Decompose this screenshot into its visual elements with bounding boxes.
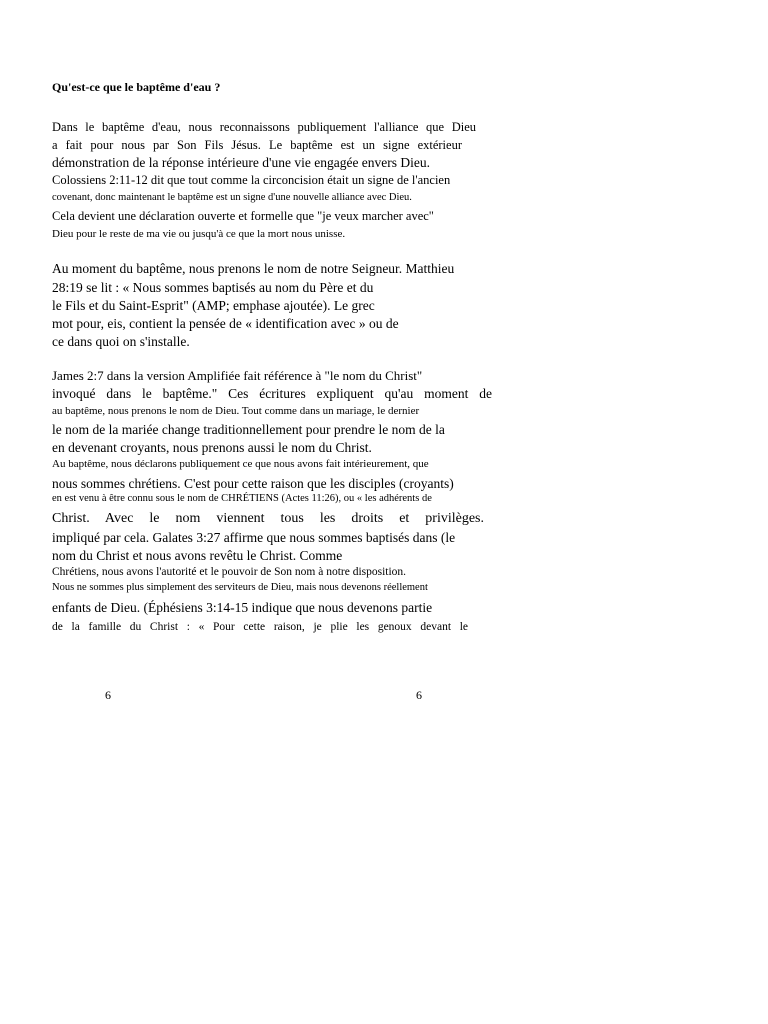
text-line: le Fils et du Saint-Esprit" (AMP; emphase ajoutée). Le grec [52, 298, 375, 313]
text-line: Christ. Avec le nom viennent tous les droits et privilèges. [52, 511, 484, 526]
text-line: a fait pour nous par Son Fils Jésus. Le baptême est un signe extérieur [52, 138, 462, 152]
text-line: 28:19 se lit : « Nous sommes baptisés au nom du Père et du [52, 280, 374, 295]
text-line: Au moment du baptême, nous prenons le nom de notre Seigneur. Matthieu [52, 261, 455, 276]
text-line: au baptême, nous prenons le nom de Dieu. Tout comme dans un mariage, le dernier [52, 405, 420, 417]
text-line: invoqué dans le baptême." Ces écritures expliquent qu'au moment de [52, 386, 492, 401]
text-line: démonstration de la réponse intérieure d'une vie engagée envers Dieu. [52, 155, 431, 170]
text-line: nous sommes chrétiens. C'est pour cette raison que les disciples (croyants) [52, 476, 454, 491]
text-line: Au baptême, nous déclarons publiquement ce que nous avons fait intérieurement, que [52, 458, 429, 470]
text-line: covenant, donc maintenant le baptême est un signe d'une nouvelle alliance avec Dieu. [52, 192, 412, 203]
text-line: Dieu pour le reste de ma vie ou jusqu'à ce que la mort nous unisse. [52, 228, 346, 240]
document-title: Qu'est-ce que le baptême d'eau ? [52, 80, 221, 94]
text-line: Cela devient une déclaration ouverte et formelle que "je veux marcher avec" [52, 209, 434, 223]
text-line: en est venu à être connu sous le nom de CHRÉTIENS (Actes 11:26), ou « les adhérents de [52, 493, 432, 504]
text-line: Colossiens 2:11-12 dit que tout comme la circoncision était un signe de l'ancien [52, 173, 451, 187]
text-line: en devenant croyants, nous prenons aussi le nom du Christ. [52, 440, 372, 455]
text-line: de la famille du Christ : « Pour cette raison, je plie les genoux devant le [52, 621, 468, 633]
page-number: 6 [105, 688, 111, 702]
text-line: le nom de la mariée change traditionnellement pour prendre le nom de la [52, 422, 445, 437]
text-line: Dans le baptême d'eau, nous reconnaissons publiquement l'alliance que Dieu [52, 120, 476, 134]
text-line: ce dans quoi on s'installe. [52, 334, 190, 349]
text-line: enfants de Dieu. (Éphésiens 3:14-15 indique que nous devenons partie [52, 600, 433, 615]
text-line: Chrétiens, nous avons l'autorité et le pouvoir de Son nom à notre disposition. [52, 566, 407, 578]
text-line: mot pour, eis, contient la pensée de « identification avec » ou de [52, 316, 399, 331]
text-line: nom du Christ et nous avons revêtu le Christ. Comme [52, 548, 343, 563]
page-number: 6 [416, 688, 422, 702]
text-line: impliqué par cela. Galates 3:27 affirme que nous sommes baptisés dans (le [52, 530, 456, 545]
text-line: Nous ne sommes plus simplement des serviteurs de Dieu, mais nous devenons réellement [52, 582, 428, 593]
text-line: James 2:7 dans la version Amplifiée fait référence à "le nom du Christ" [52, 368, 423, 383]
